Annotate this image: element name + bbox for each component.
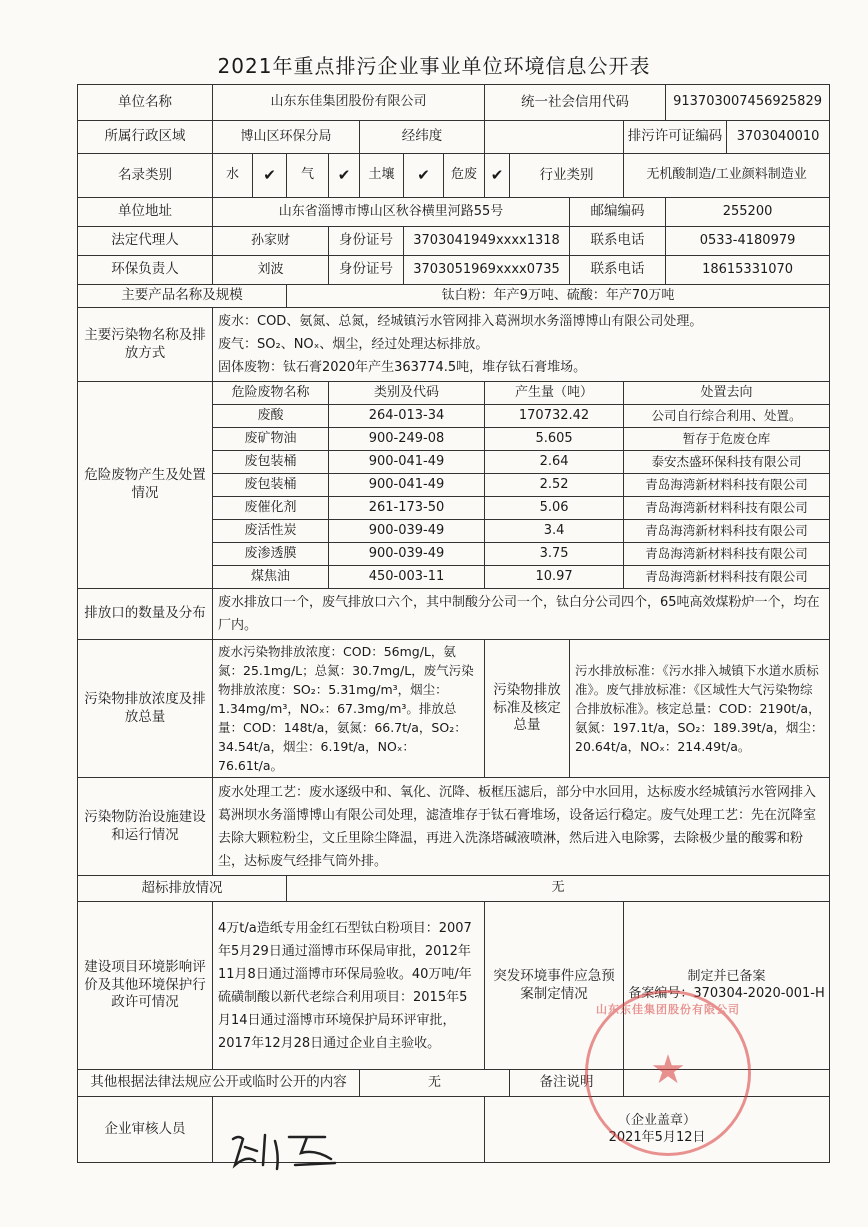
category-label: 名录类别 — [78, 154, 213, 198]
emergency-value — [624, 902, 830, 1070]
pollutant-line: 固体废物：钛石膏2020年产生363774.5吨，堆存钛石膏堆场。 — [218, 360, 587, 375]
stamp-text: 山东东佳集团股份有限公司 — [596, 1003, 740, 1016]
region-label: 所属行政区域 — [78, 121, 213, 154]
haz-cell: 暂存于危废仓库 — [624, 428, 830, 451]
haz-cell: 450-003-11 — [329, 566, 485, 589]
permit-label: 排污许可证编码 — [624, 121, 727, 154]
officer-phone-label: 联系电话 — [570, 256, 666, 285]
credit-code-value: 913703007456925829 — [666, 85, 830, 121]
facilities-value: 废水处理工艺：废水逐级中和、氧化、沉降、板框压滤后，部分中水回用，达标废水经城镇污水管网排入葛洲坝水务淄博博山有限公司处理，滤渣堆存于钛石膏堆场，设备运行稳定。废气处理工艺：先在沉降室去除大颗粒粉尘，文丘里除尘降温，再进入洗涤塔碱液喷淋，然后进入电除雾，去除极少量的酸雾和粉尘，达标废气经排气筒外排。 — [213, 778, 830, 876]
address-value: 山东省淄博市博山区秋谷横里河路55号 — [213, 198, 570, 227]
legal-id-value: 3703041949xxxx1318 — [404, 227, 570, 256]
review-date: 2021年5月12日 — [608, 1129, 706, 1145]
postcode-value: 255200 — [666, 198, 830, 227]
haz-cell: 废活性炭 — [213, 520, 329, 543]
industry-label: 行业类别 — [510, 154, 624, 198]
credit-code-label: 统一社会信用代码 — [485, 85, 666, 121]
haz-cell: 264-013-34 — [329, 405, 485, 428]
haz-cell: 900-039-49 — [329, 543, 485, 566]
check-icon: ✔ — [253, 154, 287, 198]
page-title: 2021年重点排污企业事业单位环境信息公开表 — [217, 54, 651, 78]
coords-label: 经纬度 — [360, 121, 485, 154]
haz-cell: 900-039-49 — [329, 520, 485, 543]
unit-name-label: 单位名称 — [78, 85, 213, 121]
pollutants-label: 主要污染物名称及排放方式 — [78, 308, 213, 382]
haz-cell: 170732.42 — [485, 405, 624, 428]
legal-phone-value: 0533-4180979 — [666, 227, 830, 256]
haz-cell: 2.52 — [485, 474, 624, 497]
check-icon: ✔ — [404, 154, 444, 198]
haz-header: 处置去向 — [624, 382, 830, 405]
haz-cell: 900-041-49 — [329, 474, 485, 497]
hazardous-label: 危险废物产生及处置情况 — [78, 382, 213, 589]
other-label: 其他根据法律法规应公开或临时公开的内容 — [78, 1070, 360, 1097]
legal-phone-label: 联系电话 — [570, 227, 666, 256]
haz-cell: 青岛海湾新材料科技有限公司 — [624, 474, 830, 497]
category-water: 水 — [213, 154, 253, 198]
haz-cell: 废包装桶 — [213, 474, 329, 497]
haz-cell: 900-041-49 — [329, 451, 485, 474]
eia-label: 建设项目环境影响评价及其他环境保护行政许可情况 — [78, 902, 213, 1070]
haz-cell: 900-249-08 — [329, 428, 485, 451]
haz-cell: 废酸 — [213, 405, 329, 428]
remarks-label: 备注说明 — [510, 1070, 624, 1097]
emergency-label: 突发环境事件应急预案制定情况 — [485, 902, 624, 1070]
pollutants-value — [213, 308, 830, 382]
legal-id-label: 身份证号 — [329, 227, 404, 256]
concentration-label: 污染物排放浓度及排放总量 — [78, 640, 213, 778]
standard-label: 污染物排放标准及核定总量 — [485, 640, 570, 778]
address-label: 单位地址 — [78, 198, 213, 227]
emergency-number: 备案编号：370304-2020-001-H — [628, 985, 825, 1001]
seal-label: （企业盖章） — [618, 1112, 697, 1128]
haz-cell: 废渗透膜 — [213, 543, 329, 566]
products-label: 主要产品名称及规模 — [78, 285, 287, 308]
env-officer-value: 刘波 — [213, 256, 329, 285]
exceed-label: 超标排放情况 — [78, 876, 287, 902]
haz-cell: 废矿物油 — [213, 428, 329, 451]
unit-name-value: 山东东佳集团股份有限公司 — [213, 85, 485, 121]
haz-cell: 3.4 — [485, 520, 624, 543]
officer-id-value: 3703051969xxxx0735 — [404, 256, 570, 285]
officer-phone-value: 18615331070 — [666, 256, 830, 285]
industry-value: 无机酸制造/工业颜料制造业 — [624, 154, 830, 198]
coords-value — [485, 121, 624, 154]
haz-cell: 青岛海湾新材料科技有限公司 — [624, 497, 830, 520]
products-value: 钛白粉：年产9万吨、硫酸：年产70万吨 — [287, 285, 830, 308]
haz-cell: 261-173-50 — [329, 497, 485, 520]
info-table — [77, 84, 830, 1163]
haz-cell: 3.75 — [485, 543, 624, 566]
haz-cell: 泰安杰盛环保科技有限公司 — [624, 451, 830, 474]
haz-cell: 青岛海湾新材料科技有限公司 — [624, 543, 830, 566]
legal-rep-value: 孙家财 — [213, 227, 329, 256]
check-icon: ✔ — [485, 154, 510, 198]
haz-cell: 青岛海湾新材料科技有限公司 — [624, 520, 830, 543]
reviewer-label: 企业审核人员 — [78, 1097, 213, 1163]
haz-cell: 公司自行综合利用、处置。 — [624, 405, 830, 428]
seal-cell — [485, 1097, 830, 1163]
eia-value: 4万t/a造纸专用金红石型钛白粉项目：2007年5月29日通过淄博市环保局审批，2012年11月8日通过淄博市环保局验收。40万吨/年硫磺制酸以新代老综合利用项目：2015年5月14日通过淄博市环境保护局环评审批，2017年12月28日通过企业自主验收。 — [213, 902, 485, 1070]
check-icon: ✔ — [329, 154, 360, 198]
postcode-label: 邮编编码 — [570, 198, 666, 227]
remarks-value — [624, 1070, 830, 1097]
haz-header: 产生量（吨） — [485, 382, 624, 405]
permit-value: 3703040010 — [727, 121, 830, 154]
haz-cell: 2.64 — [485, 451, 624, 474]
category-hazardous: 危废 — [444, 154, 485, 198]
haz-header: 类别及代码 — [329, 382, 485, 405]
category-air: 气 — [287, 154, 329, 198]
haz-cell: 青岛海湾新材料科技有限公司 — [624, 566, 830, 589]
haz-cell: 煤焦油 — [213, 566, 329, 589]
standard-value: 污水排放标准：《污水排入城镇下水道水质标准》。废气排放标准：《区域性大气污染物综合排放标准》。核定总量：COD：2190t/a，氨氮：197.1t/a，SO₂：189.39t/a，烟尘：20.64t/a，NOₓ：214.49t/a。 — [570, 640, 830, 778]
handwritten-signature — [225, 1125, 355, 1175]
outlets-label: 排放口的数量及分布 — [78, 589, 213, 640]
haz-header: 危险废物名称 — [213, 382, 329, 405]
pollutant-line: 废气：SO₂、NOₓ、烟尘，经过处理达标排放。 — [218, 337, 489, 352]
haz-cell: 5.605 — [485, 428, 624, 451]
haz-cell: 10.97 — [485, 566, 624, 589]
haz-cell: 废催化剂 — [213, 497, 329, 520]
haz-cell: 5.06 — [485, 497, 624, 520]
region-value: 博山区环保分局 — [213, 121, 360, 154]
legal-rep-label: 法定代理人 — [78, 227, 213, 256]
env-officer-label: 环保负责人 — [78, 256, 213, 285]
other-value: 无 — [360, 1070, 510, 1097]
star-icon: ★ — [650, 1047, 686, 1093]
concentration-value: 废水污染物排放浓度：COD：56mg/L，氨氮：25.1mg/L；总氮：30.7mg/L，废气污染物排放浓度：SO₂：5.31mg/m³，烟尘：1.34mg/m³，NOₓ：67.3mg/m³。排放总量：COD：148t/a，氨氮：66.7t/a，SO₂：34.54t/a，烟尘：6.19t/a，NOₓ：76.61t/a。 — [213, 640, 485, 778]
haz-cell: 废包装桶 — [213, 451, 329, 474]
exceed-value: 无 — [287, 876, 830, 902]
pollutant-line: 废水：COD、氨氮、总氮，经城镇污水管网排入葛洲坝水务淄博博山有限公司处理。 — [218, 314, 703, 329]
officer-id-label: 身份证号 — [329, 256, 404, 285]
outlets-value: 废水排放口一个，废气排放口六个，其中制酸分公司一个，钛白分公司四个，65吨高效煤粉炉一个，均在厂内。 — [213, 589, 830, 640]
facilities-label: 污染物防治设施建设和运行情况 — [78, 778, 213, 876]
category-soil: 土壤 — [360, 154, 404, 198]
emergency-status: 制定并已备案 — [687, 968, 766, 984]
